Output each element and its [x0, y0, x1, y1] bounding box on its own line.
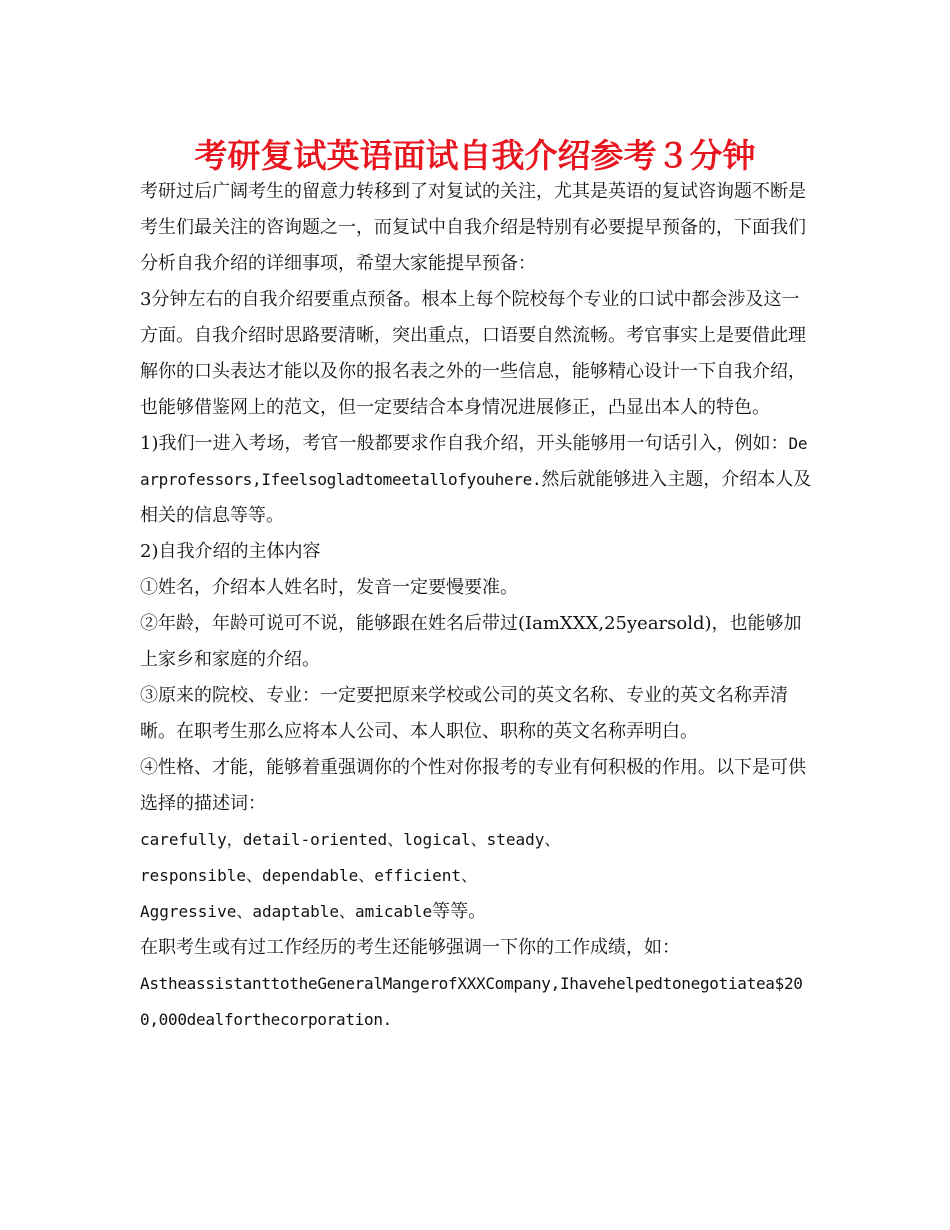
descriptor-line-1: carefully，detail-oriented、logical、steady、 [140, 830, 561, 849]
preparation-paragraph: 3分钟左右的自我介绍要重点预备。根本上每个院校每个专业的口试中都会涉及这一方面。自我介绍时思路要清晰，突出重点，口语要自然流畅。考官事实上是要借此理解你的口头表达才能以及你的报名表之外的一些信息，能够精心设计一下自我介绍，也能够借鉴网上的范文，但一定要结合本身情况进展修正，凸显出本人的特色。 [140, 289, 806, 418]
descriptor-suffix: 等等。 [432, 901, 487, 922]
body-heading: 2)自我介绍的主体内容 [140, 541, 321, 562]
intro-paragraph: 考研过后广阔考生的留意力转移到了对复试的关注，尤其是英语的复试咨询题不断是考生们最关注的咨询题之一，而复试中自我介绍是特别有必要提早预备的，下面我们分析自我介绍的详细事项，希望大家能提早预备： [140, 181, 806, 274]
work-experience-paragraph: 在职考生或有过工作经历的考生还能够强调一下你的工作成绩，如： [140, 937, 680, 958]
work-english-example: AstheassistanttotheGeneralMangerofXXXCompany,Ihavehelpedtonegotiatea$200,000dealforthecorporation. [140, 974, 803, 1029]
opening-english-example: Dearprofessors,Ifeelsogladtomeetallofyouhere. [140, 434, 808, 489]
age-item: ②年龄，年龄可说可不说，能够跟在姓名后带过(IamXXX,25yearsold)，也能够加上家乡和家庭的介绍。 [140, 613, 802, 670]
document-body [140, 174, 812, 1038]
school-item: ③原来的院校、专业：一定要把原来学校或公司的英文名称、专业的英文名称弄清晰。在职考生那么应将本人公司、本人职位、职称的英文名称弄明白。 [140, 685, 788, 742]
opening-paragraph [140, 426, 812, 534]
descriptor-line-2: responsible、dependable、efficient、 [140, 866, 477, 885]
opening-followup: 然后就能够进入主题，介绍本人及相关的信息等等。 [140, 469, 812, 526]
descriptor-line-3 [140, 894, 812, 930]
descriptor-list-last: Aggressive、adaptable、amicable [140, 902, 433, 921]
opening-instruction: 1)我们一进入考场，考官一般都要求作自我介绍，开头能够用一句话引入，例如： [140, 433, 789, 454]
name-item: ①姓名，介绍本人姓名时，发音一定要慢要准。 [140, 577, 518, 598]
personality-item: ④性格、才能，能够着重强调你的个性对你报考的专业有何积极的作用。以下是可供选择的描述词： [140, 757, 806, 814]
document-title: 考研复试英语面试自我介绍参考３分钟 [194, 136, 756, 175]
